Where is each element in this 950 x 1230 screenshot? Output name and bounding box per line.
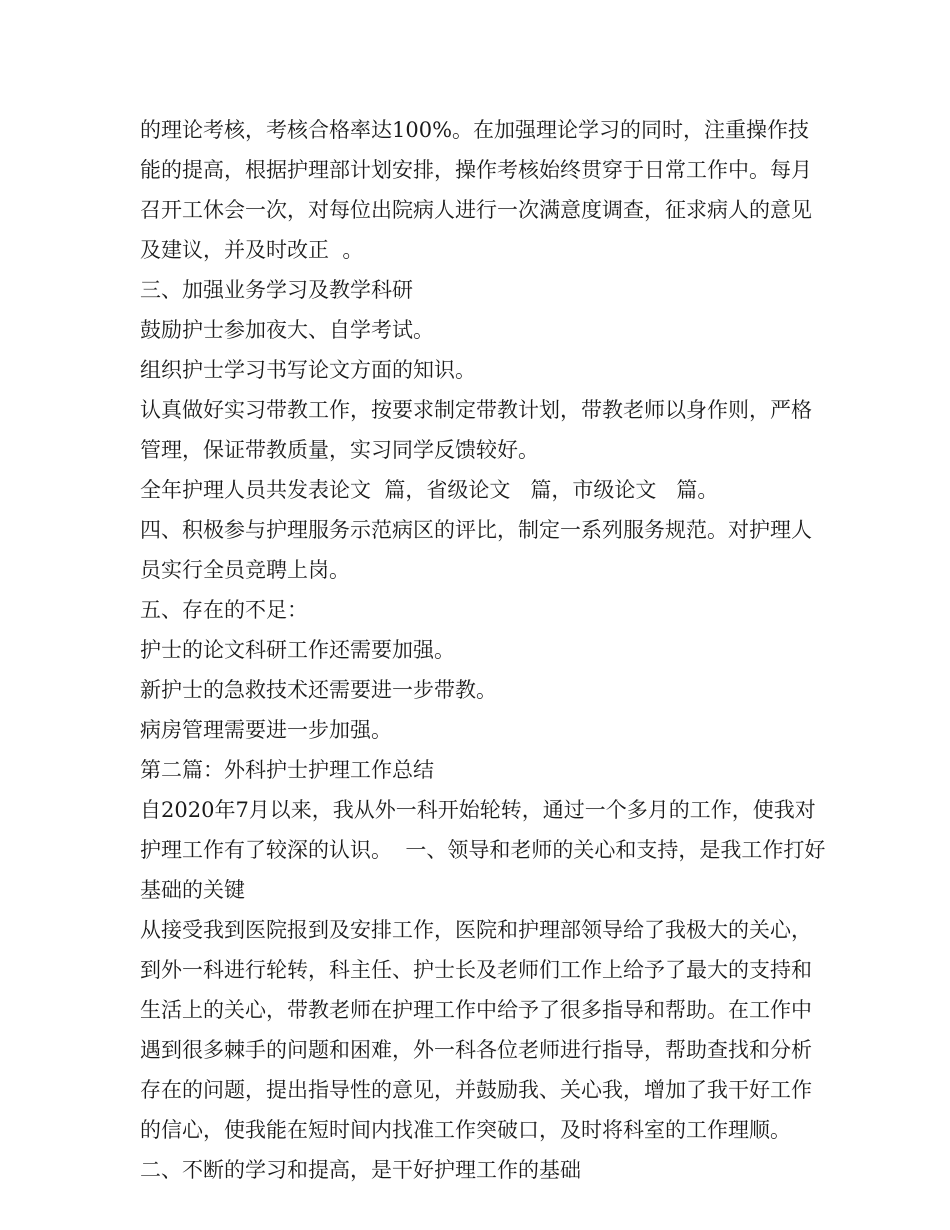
paragraph-leadership-support: 从接受我到医院报到及安排工作，医院和护理部领导给了我极大的关心，到外一科进行轮转，科主任、护士长及老师们工作上给予了最大的支持和生活上的关心，带教老师在护理工作中给予了很多指导和帮助。在工作中遇到很多棘手的问题和困难，外一科各位老师进行指导，帮助查找和分析存在的问题，提出指导性的意见，并鼓励我、关心我，增加了我干好工作的信心，使我能在短时间内找准工作突破口，及时将科室的工作理顺。: [140, 918, 812, 1142]
heading-part-two: 第二篇：外科护士护理工作总结: [140, 758, 434, 782]
paragraph-theory-exam: 的理论考核，考核合格率达100%。在加强理论学习的同时，注重操作技能的提高，根据护理部计划安排，操作考核始终贯穿于日常工作中。每月召开工休会一次，对每位出院病人进行一次满意度调查，征求病人的意见及建议，并及时改正 。: [140, 118, 812, 262]
heading-section-five: 五、存在的不足：: [140, 598, 308, 622]
paragraph-thesis-writing: 组织护士学习书写论文方面的知识。: [140, 358, 476, 382]
paragraph-rotation-intro: 自2020年7月以来，我从外一科开始轮转，通过一个多月的工作，使我对护理工作有了较深的认识。 一、领导和老师的关心和支持，是我工作打好基础的关键: [140, 798, 826, 902]
heading-section-four: 四、积极参与护理服务示范病区的评比，制定一系列服务规范。对护理人员实行全员竞聘上岗。: [140, 518, 812, 582]
paragraph-ward-management: 病房管理需要进一步加强。: [140, 718, 392, 742]
heading-section-three: 三、加强业务学习及教学科研: [140, 278, 413, 302]
document-page: [140, 110, 830, 1190]
heading-learning-foundation: 二、不断的学习和提高，是干好护理工作的基础: [140, 1158, 581, 1182]
paragraph-papers-published: 全年护理人员共发表论文 篇，省级论文 篇，市级论文 篇。: [140, 478, 719, 502]
paragraph-night-school: 鼓励护士参加夜大、自学考试。: [140, 318, 434, 342]
paragraph-research-weakness: 护士的论文科研工作还需要加强。: [140, 638, 455, 662]
paragraph-emergency-skills: 新护士的急救技术还需要进一步带教。: [140, 678, 497, 702]
paragraph-internship-teaching: 认真做好实习带教工作，按要求制定带教计划，带教老师以身作则，严格管理，保证带教质量，实习同学反馈较好。: [140, 398, 812, 462]
